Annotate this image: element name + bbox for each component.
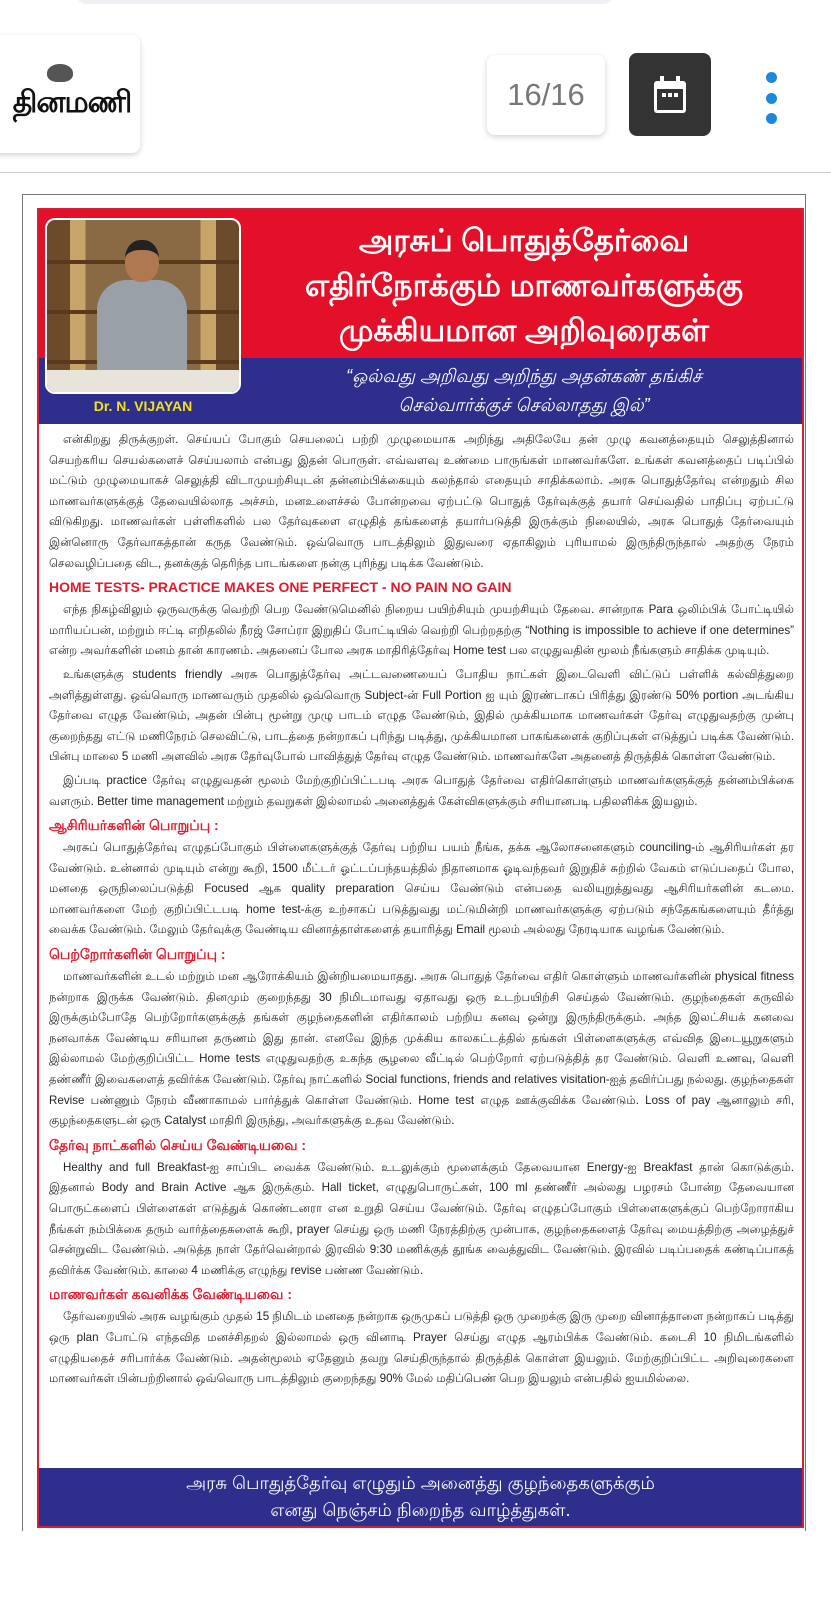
kural-quote: [254, 362, 794, 420]
title-line: எதிர்நோக்கும் மாணவர்களுக்கு: [304, 268, 744, 303]
quote-line: “ஒல்வது அறிவது அறிந்து அதன்கண் தங்கிச்: [346, 366, 702, 386]
title-line: அரசுப் பொதுத்தேர்வை: [358, 223, 690, 258]
paragraph: எந்த நிகழ்விலும் ஒருவருக்கு வெற்றி பெற வேண்டுமெனில் நிறைய பயிற்சியும் முயற்சியும் தேவை. சான்றாக Para ஒலிம்பிக் போட்டியில் மாரியப்பன், மற்றும் ஈட்டி எறிதலில் நீரஜ் சோப்ரா இறுதிப் போட்டியில் வெற்றி பெற்றதற்கு “Nothing is impossible to achieve if one determines” என்ற அவர்களின் மனம் தான் காரணம். அதனைப் போல அரசு மாதிரித்தேர்வு Home test பல எழுதுவதின் மூலம் நீங்களும் சாதிக்க முடியும்.: [49, 603, 794, 658]
section-heading: பெற்றோர்களின் பொறுப்பு :: [49, 946, 226, 963]
paragraph: அரசுப் பொதுத்தேர்வு எழுதப்போகும் பிள்ளைகளுக்குத் தேர்வு பற்றிய பயம் நீங்க, தக்க ஆலோசனைகளும் counciling-ம் ஆசிரியர்கள் தர வேண்டும். உன்னால் முடியும் என்று கூறி, 1500 மீட்டர் ஓட்டப்பந்தயத்தில் நிதானமாக ஓடிவந்தவர் இறுதிச் சுற்றில் வேகம் எடுப்பதைப் போல, மனதை ஒருநிலைப்படுத்தி Focused ஆக quality preparation செய்ய வேண்டும் என்பதை வலியுறுத்துவது ஆசிரியர்களின் கடமை. மாணவர்களை மேற் குறிப்பிட்டபடி home test-க்கு உற்சாகப் படுத்துவது மட்டுமின்றி மாணவர்களுக்கு ஏற்படும் சந்தேகங்களையும் தீர்த்து வைக்க வேண்டும். மேலும் தேர்வுக்கு வேண்டிய வினாத்தாள்களைத் தயாரித்து Email மூலம் அல்லது நேரடியாக வழங்க வேண்டும்.: [49, 841, 794, 937]
paragraph: Healthy and full Breakfast-ஐ சாப்பிட வைக்க வேண்டும். உடலுக்கும் மூளைக்கும் தேவையான Energy-ஐ Breakfast தான் கொடுக்கும். இதனால் Body and Brain Active ஆக இருக்கும். Hall ticket, எழுதுபொருட்கள், 100 ml தண்ணீர் அல்லது பழரசம் போன்ற தேவையான பொருட்களைப் பிள்ளைகள் எடுத்துக் கொண்டனரா என உறுதி செய்ய வேண்டும். தேர்வு எழுதப்போகும் பிள்ளைகளுக்குப் பெற்றோராகிய நீங்கள் நம்பிக்கை தரும் வார்த்தைகளைக் கூறி, prayer செய்து ஒரு மணி நேரத்திற்கு முன்பாக, குழந்தைகளைத் தேர்வு மையத்திற்கு அழைத்துச் சென்றுவிட வேண்டும். அடுத்த நாள் தேர்வென்றால் இரவில் 9:30 மணிக்குத் தூங்க வைத்துவிட வேண்டும். இரவில் படிப்பதைக் கண்டிப்பாகத் தவிர்க்க வேண்டும். காலை 4 மணிக்கு எழுந்து revise பண்ண வேண்டும்.: [49, 1160, 794, 1277]
author-name: Dr. N. VIJAYAN: [93, 398, 193, 414]
paragraph: தேர்வறையில் அரசு வழங்கும் முதல் 15 நிமிடம் மனதை நன்றாக ஒருமுகப் படுத்தி ஒரு முறைக்கு இரு முறை வினாத்தாளை நன்றாகப் படித்து ஒரு plan போட்டு எந்தவித மனச்சிதறல் இல்லாமல் ஒரு வினாடி Prayer செய்து எழுத ஆரம்பிக்க வேண்டும். கடைசி 10 நிமிடங்களில் எழுதியதைச் சரிபார்க்க வேண்டும். அதன்மூலம் ஏதேனும் தவறு செய்திருந்தால் திருத்திக் கொள்ள இயலும். மேற்குறிப்பிட்ட அறிவுரைகளை மாணவர்கள் பின்பற்றினால் ஒவ்வொரு பாடத்திலும் குறைந்தது 90% மேல் மதிப்பெண் பெற இயலும் என்பதில் ஐயமில்லை.: [49, 1310, 794, 1386]
section-heading: ஆசிரியர்களின் பொறுப்பு :: [49, 817, 219, 834]
article-body: [49, 430, 794, 1393]
article: [37, 208, 804, 1528]
title-line: முக்கியமான அறிவுரைகள்: [339, 313, 709, 348]
viewer-toolbar: [0, 0, 831, 170]
calendar-button[interactable]: [629, 53, 711, 136]
page-indicator-button[interactable]: 16/16: [487, 55, 605, 135]
footer-line: அரசு பொதுத்தேர்வு எழுதும் அனைத்து குழந்தைகளுக்கும்: [186, 1473, 655, 1493]
intro-paragraph: என்கிறது திருக்குறள். செய்யப் போகும் செயலைப் பற்றி முழுமையாக அறிந்து அதிலேயே தன் முழு கவனத்தையும் செலுத்தினால் செயற்கரிய செயல்களைச் செய்யலாம் என்பது இதன் பொருள். எவ்வளவு உண்மை பாருங்கள் மாணவர்களே. உங்கள் கவனத்தைப் படிப்பில் மட்டும் முழுமையாகச் செலுத்தி விடாமுயற்சியுடன் தன்னம்பிக்கையும் கலந்தால் எதையும் சாதிக்கலாம். அரசு பொதுத்தேர்வு என்றதும் சில மாணவர்களுக்குத் தேவையில்லாத அச்சம், மனஉளைச்சல் போன்றவை ஏற்பட்டு பொதுத் தேர்வுக்குத் தயார் செய்வதில் பாதிப்பு ஏற்பட்டு விடுகிறது. மாணவர்கள் பள்ளிகளில் பல தேர்வுகளை எழுதித் தங்களைத் தயார்படுத்தி இருக்கும் நிலையில், அரசு பொதுத் தேர்வையும் இன்னொரு தேர்வாகத்தான் கருத வேண்டும். ஒவ்வொரு பாடத்திலும் இதுவரை ஏதாகிலும் புரியாமல் இருந்திருந்தால் அதற்கு நேரம் செலவழிப்பதை விட, தனக்குத் தெரிந்த பாடங்களை நன்கு புரிந்து படிக்க வேண்டும்.: [49, 433, 794, 570]
section-heading: தேர்வு நாட்களில் செய்ய வேண்டியவை :: [49, 1136, 307, 1153]
logo-text: தினமணி: [12, 86, 132, 119]
toolbar-divider: [0, 172, 831, 173]
quote-line: செல்வார்க்குச் செல்லாதது இல்”: [398, 395, 650, 415]
paragraph: உங்களுக்கு students friendly அரசு பொதுத்தேர்வு அட்டவணையைப் போதிய நாட்கள் இடைவெளி விட்டுப் பள்ளிக் கல்வித்துறை அளித்துள்ளது. ஒவ்வொரு மாணவரும் முதலில் ஒவ்வொரு Subject-ன் Full Portion ஐ யும் இரண்டாகப் பிரித்து இரண்டு 50% portion அடங்கிய தேர்வை எழுத வேண்டும், அதன் பின்பு மூன்று முழு பாடம் எழுத வேண்டும், இதில் முக்கியமாக மாணவர்கள் தேர்வு எழுதுவதற்கு முன்பு குறைந்தது எட்டு மணிநேரம் செலவிட்டு, பாடத்தை நன்றாகப் புரிந்து படித்து, முக்கியமான பாகங்களைக் குறிப்புகள் எடுத்துப் படிக்க வேண்டும். பின்பு மாலை 5 மணி அளவில் அரசு தேர்வுபோல் பாவித்துத் தேர்வு எழுத வேண்டும். மாணவர்களே அதனைத் திருத்திக் கொள்ள வேண்டும்.: [49, 667, 794, 764]
calendar-icon: [652, 75, 688, 115]
section-heading: மாணவர்கள் கவனிக்க வேண்டியவை :: [49, 1286, 292, 1303]
more-vertical-icon[interactable]: [764, 72, 778, 124]
section-heading: HOME TESTS- PRACTICE MAKES ONE PERFECT - NO PAIN NO GAIN: [49, 579, 512, 596]
paragraph: மாணவர்களின் உடல் மற்றும் மன ஆரோக்கியம் இன்றியமையாதது. அரசு பொதுத் தேர்வை எதிர் கொள்ளும் மாணவர்களின் physical fitness நன்றாக இருக்க வேண்டும். தினமும் குறைந்தது 30 நிமிடமாவது ஏதாவது ஒரு உடற்பயிற்சி செய்தல் வேண்டும். குழந்தைகள் கருவில் இருக்கும்போதே பெற்றோர்களுக்குத் தங்கள் குழந்தைகளின் எதிர்காலம் பற்றிய கனவு ஒன்று இருந்திருக்கும். அந்த இலட்சியக் கனவை நனவாக்க வேண்டிய சரியான தருணம் இது தான். எனவே இந்த முக்கிய காலகட்டத்தில் தங்கள் பிள்ளைகளுக்கு எவ்வித இடையூறுகளும் இல்லாமல் மேற்குறிப்பிட்ட Home tests எழுதுவதற்கு உகந்த சூழலை வீட்டில் பெற்றோர் ஏற்படுத்தித் தர வேண்டும். வெளி உணவு, வெளி தண்ணீர் இவைகளைத் தவிர்க்க வேண்டும். தேர்வு நாட்களில் Social functions, friends and relatives visitation-ஐத் தவிர்ப்பது நல்லது. குழந்தைகள் Revise பண்ணும் நேரம் வீணாகாமல் பார்த்துக் கொள்ள வேண்டும். Home test எழுத ஊக்குவிக்க வேண்டும். Loss of pay ஆனாலும் சரி, குழந்தைகளுடன் ஒரு Catalyst மாதிரி இருந்து, அவர்களுக்கு உதவ வேண்டும்.: [49, 970, 794, 1128]
paragraph: இப்படி practice தேர்வு எழுதுவதன் மூலம் மேற்குறிப்பிட்டபடி அரசு பொதுத் தேர்வை எதிர்கொள்ளும் மாணவர்களுக்குத் தன்னம்பிக்கை வளரும். Better time management மற்றும் தவறுகள் இல்லாமல் அனைத்துக் கேள்விகளுக்கும் சரியானபடி பதிலளிக்க இயலும்.: [49, 773, 794, 808]
address-bar[interactable]: [75, 0, 615, 4]
footer-line: எனது நெஞ்சம் நிறைந்த வாழ்த்துகள்.: [270, 1500, 571, 1520]
article-title: [254, 218, 794, 353]
author-photo: [45, 218, 241, 394]
adjacent-column-edge: [0, 200, 14, 1530]
newspaper-logo[interactable]: [0, 35, 140, 153]
closing-wishes: [39, 1468, 802, 1526]
emblem-icon: [47, 64, 73, 82]
